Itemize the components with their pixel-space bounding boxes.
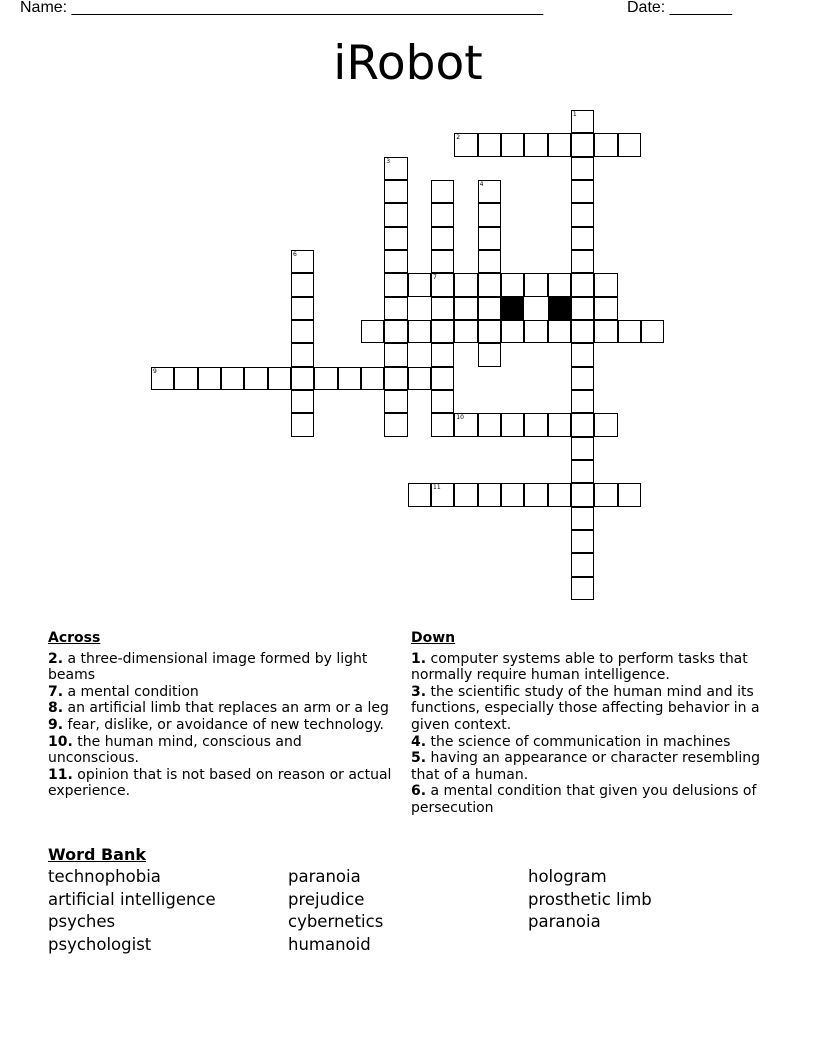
grid-cell[interactable]: [571, 530, 594, 553]
clue-text: a mental condition that given you delusions of persecution: [411, 783, 757, 816]
clue-number-label: 8.: [48, 700, 64, 717]
grid-cell[interactable]: [384, 250, 407, 273]
word-bank: [48, 845, 768, 957]
word-bank-item: psyches: [48, 912, 116, 932]
grid-cell[interactable]: [291, 297, 314, 320]
clue-number-label: 11.: [48, 766, 73, 783]
clue-number-label: 2.: [48, 650, 64, 667]
grid-cell[interactable]: [198, 367, 221, 390]
grid-cell[interactable]: [384, 367, 407, 390]
clue-number-label: 5.: [411, 750, 427, 767]
word-bank-item: psychologist: [48, 935, 152, 955]
grid-cell[interactable]: [384, 413, 407, 436]
grid-cell[interactable]: [594, 413, 617, 436]
grid-cell[interactable]: [221, 367, 244, 390]
grid-cell[interactable]: [618, 133, 641, 156]
grid-cell[interactable]: [548, 483, 571, 506]
clue-number-label: 9.: [48, 716, 64, 733]
grid-cell[interactable]: [291, 320, 314, 343]
grid-cell[interactable]: [501, 413, 524, 436]
grid-cell[interactable]: [478, 250, 501, 273]
grid-cell[interactable]: [384, 203, 407, 226]
grid-cell[interactable]: [408, 483, 431, 506]
word-bank-item: humanoid: [288, 935, 371, 955]
grid-cell[interactable]: [431, 180, 454, 203]
grid-cell[interactable]: [291, 367, 314, 390]
clue-number: 10: [456, 414, 464, 422]
word-bank-item: paranoia: [528, 912, 601, 932]
across-clues: [48, 630, 396, 800]
clue-number: 7: [433, 274, 437, 282]
clue-number-label: 4.: [411, 733, 427, 750]
grid-cell[interactable]: [454, 297, 477, 320]
grid-cell[interactable]: [548, 320, 571, 343]
grid-cell[interactable]: [478, 203, 501, 226]
grid-cell[interactable]: [571, 367, 594, 390]
grid-cell[interactable]: [478, 273, 501, 296]
grid-cell[interactable]: [408, 273, 431, 296]
grid-cell[interactable]: [594, 273, 617, 296]
date-field[interactable]: Date: _______: [627, 0, 732, 16]
grid-black-square: [501, 297, 524, 320]
grid-cell[interactable]: [314, 367, 337, 390]
grid-cell[interactable]: [478, 297, 501, 320]
down-clue: [411, 783, 781, 816]
clue-text: opinion that is not based on reason or actual experience.: [48, 766, 392, 800]
grid-cell[interactable]: [571, 203, 594, 226]
grid-cell[interactable]: [501, 273, 524, 296]
grid-cell[interactable]: [571, 250, 594, 273]
grid-cell[interactable]: [174, 367, 197, 390]
name-field[interactable]: Name: _____________________________________________________: [20, 0, 544, 16]
grid-cell[interactable]: [571, 343, 594, 366]
grid-cell[interactable]: [244, 367, 267, 390]
grid-cell[interactable]: [454, 273, 477, 296]
grid-cell[interactable]: [431, 483, 454, 506]
across-clue: [48, 651, 396, 684]
grid-cell[interactable]: [571, 553, 594, 576]
grid-cell[interactable]: [524, 483, 547, 506]
grid-cell[interactable]: [361, 320, 384, 343]
grid-cell[interactable]: [338, 367, 361, 390]
grid-cell[interactable]: [618, 320, 641, 343]
grid-cell[interactable]: [571, 273, 594, 296]
grid-cell[interactable]: [571, 320, 594, 343]
grid-cell[interactable]: [571, 413, 594, 436]
grid-cell[interactable]: [548, 133, 571, 156]
clue-number: 6: [293, 251, 297, 258]
grid-cell[interactable]: [431, 367, 454, 390]
grid-cell[interactable]: [524, 273, 547, 296]
grid-cell[interactable]: [501, 133, 524, 156]
grid-cell[interactable]: [384, 180, 407, 203]
grid-cell[interactable]: [384, 390, 407, 413]
clue-number-label: 7.: [48, 683, 64, 700]
clue-number: 3: [386, 157, 391, 165]
word-bank-item: prejudice: [288, 889, 365, 909]
clue-text: fear, dislike, or avoidance of new technology.: [63, 716, 384, 733]
word-bank-item: technophobia: [48, 867, 161, 886]
down-heading: Down: [411, 630, 456, 646]
down-clue: [411, 651, 781, 684]
grid-cell[interactable]: [548, 273, 571, 296]
grid-cell[interactable]: [571, 227, 594, 250]
across-clue: [48, 767, 396, 800]
across-clue: [48, 700, 396, 717]
grid-cell[interactable]: [268, 367, 291, 390]
grid-cell[interactable]: [594, 133, 617, 156]
grid-cell[interactable]: [431, 227, 454, 250]
down-clues: [411, 630, 781, 817]
grid-cell[interactable]: [478, 320, 501, 343]
clue-number: 11: [433, 484, 441, 492]
grid-cell[interactable]: [501, 320, 524, 343]
page-title: iRobot: [333, 36, 483, 91]
grid-cell[interactable]: [571, 133, 594, 156]
grid-cell[interactable]: [384, 320, 407, 343]
grid-cell[interactable]: [571, 437, 594, 460]
clue-text: the scientific study of the human mind and its functions, especially those affecting behavior in a given context.: [411, 683, 760, 733]
clue-number-label: 10.: [48, 733, 73, 750]
grid-cell[interactable]: [454, 133, 477, 156]
grid-cell[interactable]: [431, 250, 454, 273]
grid-cell[interactable]: [151, 367, 174, 390]
word-bank-item: cybernetics: [288, 912, 384, 932]
clue-number: 1: [572, 111, 577, 118]
grid-cell[interactable]: [501, 483, 524, 506]
grid-cell[interactable]: [571, 460, 594, 483]
grid-cell[interactable]: [478, 227, 501, 250]
clue-text: computer systems able to perform tasks that normally require human intelligence.: [411, 650, 748, 684]
word-bank-item: artificial intelligence: [48, 889, 216, 909]
grid-cell[interactable]: [431, 273, 454, 296]
grid-cell[interactable]: [524, 413, 547, 436]
grid-cell[interactable]: [384, 157, 407, 180]
grid-cell[interactable]: [454, 483, 477, 506]
grid-cell[interactable]: [431, 413, 454, 436]
clue-text: a mental condition: [63, 683, 199, 700]
clue-number: 2: [456, 134, 461, 142]
grid-cell[interactable]: [478, 413, 501, 436]
grid-cell[interactable]: [524, 320, 547, 343]
grid-cell[interactable]: [431, 203, 454, 226]
across-clue: [48, 734, 396, 767]
grid-cell[interactable]: [571, 157, 594, 180]
grid-cell[interactable]: [361, 367, 384, 390]
grid-cell[interactable]: [291, 343, 314, 366]
grid-cell[interactable]: [548, 413, 571, 436]
grid-cell[interactable]: [641, 320, 664, 343]
grid-cell[interactable]: [384, 297, 407, 320]
grid-cell[interactable]: [454, 320, 477, 343]
grid-cell[interactable]: [478, 133, 501, 156]
grid-cell[interactable]: [431, 343, 454, 366]
grid-cell[interactable]: [408, 367, 431, 390]
grid-cell[interactable]: [431, 297, 454, 320]
word-bank-item: paranoia: [288, 867, 361, 886]
grid-cell[interactable]: [571, 483, 594, 506]
grid-cell[interactable]: [478, 343, 501, 366]
clue-text: the human mind, conscious and unconscious.: [48, 733, 302, 767]
word-bank-heading: Word Bank: [48, 845, 147, 864]
grid-cell[interactable]: [571, 390, 594, 413]
grid-cell[interactable]: [594, 320, 617, 343]
grid-cell[interactable]: [618, 483, 641, 506]
grid-cell[interactable]: [524, 133, 547, 156]
clue-text: a three-dimensional image formed by light beams: [48, 650, 368, 684]
down-clue: [411, 750, 781, 783]
across-heading: Across: [48, 630, 101, 646]
word-bank-item: prosthetic limb: [528, 889, 652, 909]
grid-cell[interactable]: [454, 413, 477, 436]
clue-number-label: 3.: [411, 683, 427, 700]
grid-black-square: [548, 297, 571, 320]
clue-number-label: 1.: [411, 650, 427, 667]
grid-cell[interactable]: [291, 250, 314, 273]
grid-cell[interactable]: [571, 297, 594, 320]
clue-number-label: 6.: [411, 783, 427, 800]
grid-cell[interactable]: [291, 390, 314, 413]
clue-number: 4: [479, 181, 484, 188]
down-clue: [411, 684, 781, 734]
grid-cell[interactable]: [571, 507, 594, 530]
across-clue: [48, 684, 396, 701]
grid-cell[interactable]: [478, 483, 501, 506]
grid-cell[interactable]: [291, 273, 314, 296]
grid-cell[interactable]: [384, 343, 407, 366]
grid-cell[interactable]: [291, 413, 314, 436]
grid-cell[interactable]: [594, 297, 617, 320]
grid-cell[interactable]: [431, 320, 454, 343]
across-clue: [48, 717, 396, 734]
grid-cell[interactable]: [431, 390, 454, 413]
clue-text: having an appearance or character resembling that of a human.: [411, 750, 761, 783]
grid-cell[interactable]: [571, 577, 594, 600]
grid-cell[interactable]: [478, 180, 501, 203]
clue-text: an artificial limb that replaces an arm or a leg: [63, 700, 389, 717]
grid-cell[interactable]: [384, 227, 407, 250]
grid-cell[interactable]: [408, 320, 431, 343]
grid-cell[interactable]: [384, 273, 407, 296]
clue-text: the science of communication in machines: [426, 733, 731, 750]
clue-number: 9: [153, 367, 157, 375]
word-bank-item: [528, 934, 768, 957]
grid-cell[interactable]: [571, 110, 594, 133]
grid-cell[interactable]: [594, 483, 617, 506]
down-clue: [411, 734, 781, 751]
grid-cell[interactable]: [571, 180, 594, 203]
word-bank-item: hologram: [528, 867, 607, 886]
